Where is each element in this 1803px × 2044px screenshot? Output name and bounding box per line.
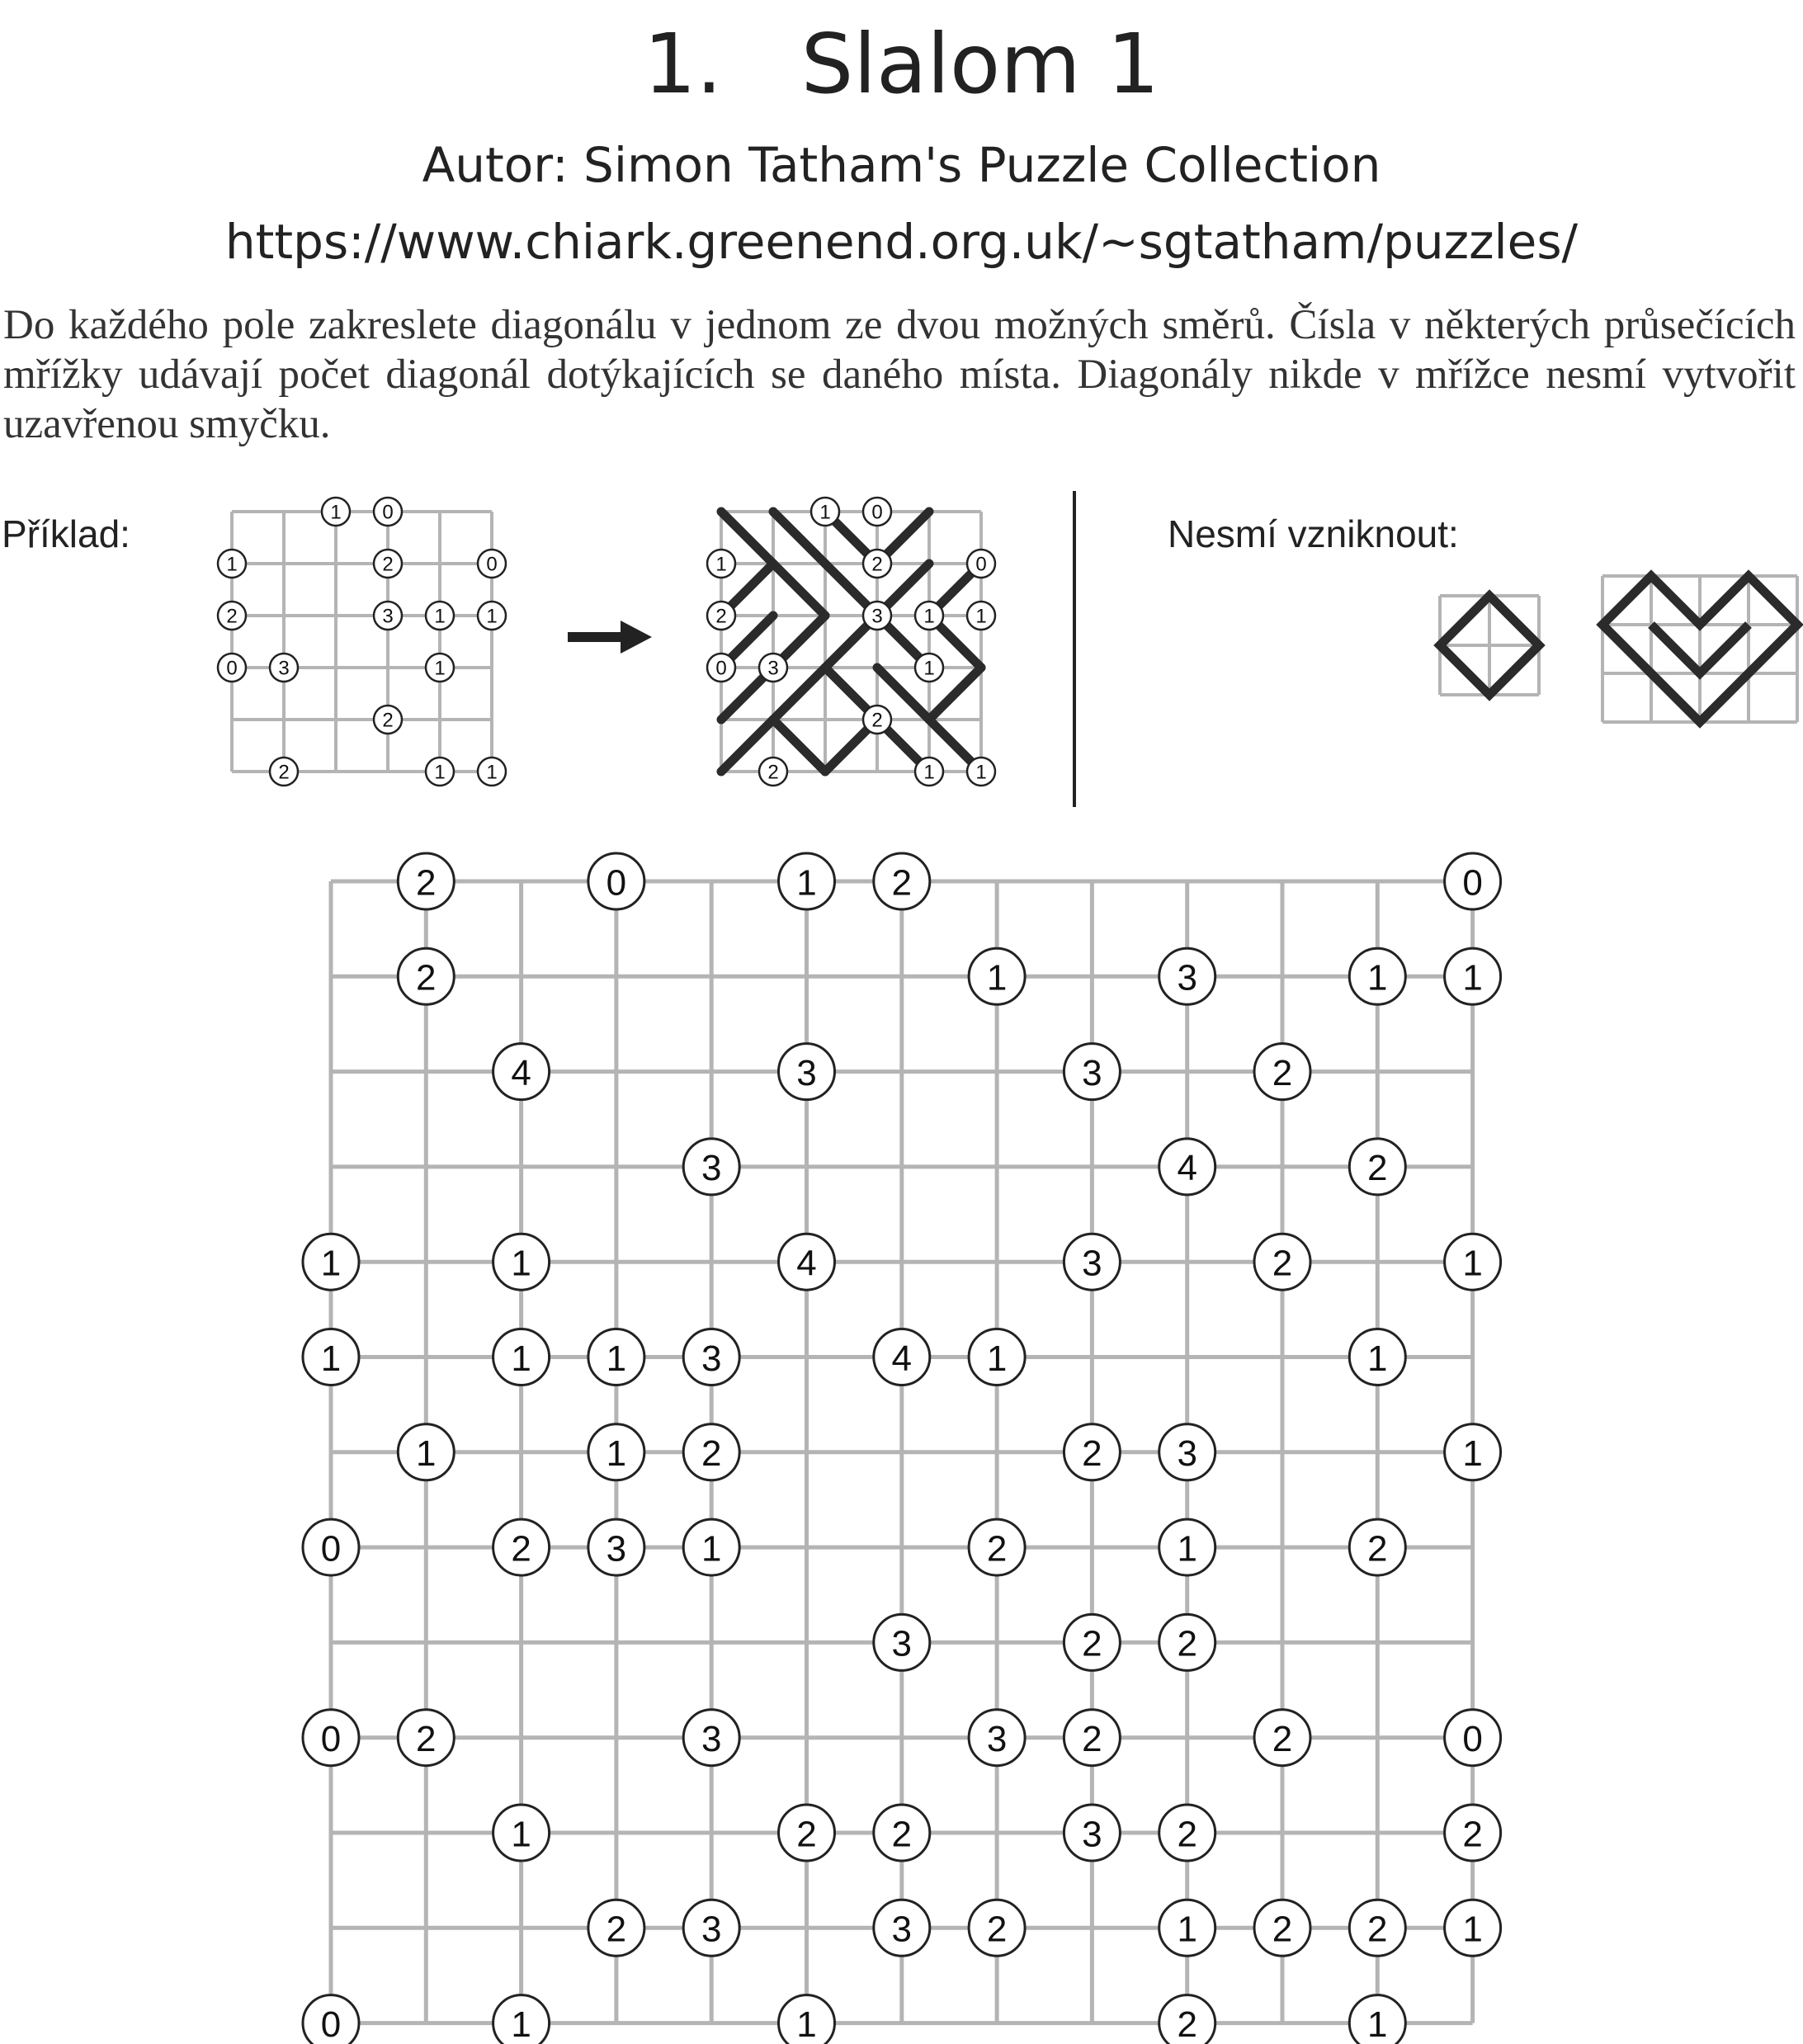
clue-number: 2 [1272,1909,1293,1950]
clue-number: 4 [796,1243,817,1284]
clue-7-9 [1159,1519,1215,1575]
clue-number: 1 [796,862,817,904]
clue-number: 1 [1367,957,1388,998]
clue-number: 2 [986,1528,1008,1570]
clue-5-7 [969,1329,1025,1385]
clue-number: 1 [923,605,935,628]
clue-number: 1 [486,761,498,784]
forbidden-loop-small [1440,596,1539,695]
clue-9-0 [303,1710,359,1766]
clue-number: 1 [226,553,238,576]
clue-2-3 [863,602,891,630]
clue-4-5 [779,1234,835,1290]
clue-number: 2 [382,553,394,576]
clue-4-3 [374,706,402,734]
clue-number: 2 [1082,1433,1102,1475]
clue-number: 1 [511,1814,531,1855]
clue-5-4 [683,1329,739,1385]
clue-number: 4 [511,1052,531,1093]
clue-number: 3 [382,605,394,628]
clue-number: 1 [606,1338,627,1379]
clue-5-3 [588,1329,644,1385]
clue-9-12 [1445,1710,1501,1766]
clue-number: 3 [1177,1433,1197,1475]
clue-4-12 [1445,1234,1501,1290]
clue-2-2 [493,1044,550,1100]
clue-number: 4 [1177,1148,1197,1189]
clue-6-9 [1159,1424,1215,1480]
clue-3-0 [707,654,735,682]
clue-11-12 [1445,1900,1501,1956]
clue-10-6 [874,1805,930,1861]
clue-9-7 [969,1710,1025,1766]
clue-number: 0 [486,553,498,576]
clue-2-0 [218,602,246,630]
clue-number: 3 [606,1528,627,1570]
clue-number: 1 [923,657,935,680]
clue-number: 2 [1177,1623,1197,1664]
clue-number: 1 [986,957,1008,998]
clue-number: 3 [701,1718,722,1759]
clue-10-5 [779,1805,835,1861]
clue-7-3 [588,1519,644,1575]
clue-number: 2 [1367,1148,1388,1189]
clue-number: 3 [1177,957,1197,998]
clue-12-9 [1159,1995,1215,2044]
clue-11-6 [874,1900,930,1956]
right-arrow-icon [568,621,652,654]
clue-number: 0 [320,1528,342,1570]
clue-number: 2 [1367,1528,1388,1570]
clue-1-3 [863,550,891,578]
clue-number: 2 [891,862,913,904]
clue-number: 1 [1367,2004,1388,2044]
clue-12-5 [779,1995,835,2044]
clue-number: 1 [416,1433,437,1475]
clue-number: 0 [975,553,987,576]
clue-number: 0 [606,862,627,904]
clue-4-2 [493,1234,550,1290]
clue-0-2 [811,498,839,526]
clue-5-5 [967,758,995,786]
clue-number: 1 [701,1528,722,1570]
clue-2-4 [915,602,943,630]
clue-number: 1 [511,1338,531,1379]
clue-number: 2 [1272,1718,1293,1759]
clue-10-9 [1159,1805,1215,1861]
clue-number: 2 [767,761,779,784]
clue-number: 1 [606,1433,627,1475]
clue-6-8 [1064,1424,1120,1480]
clue-1-5 [967,550,995,578]
clue-3-4 [426,654,454,682]
clue-number: 1 [511,2004,531,2044]
clue-5-4 [426,758,454,786]
clue-number: 0 [715,657,727,680]
clue-number: 1 [320,1243,342,1284]
clue-11-4 [683,1900,739,1956]
clue-1-11 [1349,948,1405,1004]
clue-number: 2 [1082,1718,1102,1759]
clue-number: 2 [416,1718,437,1759]
clue-3-9 [1159,1139,1215,1195]
clue-number: 2 [871,709,883,732]
clue-5-6 [874,1329,930,1385]
clue-6-1 [398,1424,454,1480]
clue-12-11 [1349,1995,1405,2044]
clue-7-0 [303,1519,359,1575]
clue-7-7 [969,1519,1025,1575]
clue-number: 2 [1272,1243,1293,1284]
clue-1-0 [707,550,735,578]
clue-1-1 [398,948,454,1004]
forbidden-label: Nesmí vzniknout: [1168,512,1459,555]
clue-1-9 [1159,948,1215,1004]
clue-7-11 [1349,1519,1405,1575]
clue-number: 3 [767,657,779,680]
clue-3-0 [218,654,246,682]
clue-number: 1 [1367,1338,1388,1379]
main-puzzle-grid[interactable] [303,853,1501,2044]
clue-number: 3 [701,1148,722,1189]
clue-2-5 [967,602,995,630]
clue-number: 1 [975,605,987,628]
clue-0-3 [588,853,644,909]
clue-number: 1 [975,761,987,784]
clue-5-0 [303,1329,359,1385]
puzzle-number: 1. [643,16,723,112]
solution-diagonal [773,564,825,616]
clue-2-0 [707,602,735,630]
clue-5-5 [478,758,506,786]
clue-number: 4 [891,1338,913,1379]
clue-1-3 [374,550,402,578]
clue-11-11 [1349,1900,1405,1956]
clue-11-3 [588,1900,644,1956]
clue-3-4 [683,1139,739,1195]
clue-2-3 [374,602,402,630]
clue-3-4 [915,654,943,682]
clue-8-8 [1064,1614,1120,1670]
clue-12-2 [493,1995,550,2044]
clue-number: 1 [1177,1528,1197,1570]
clue-2-10 [1254,1044,1310,1100]
clue-1-5 [478,550,506,578]
clue-6-12 [1445,1424,1501,1480]
clue-number: 0 [1462,862,1483,904]
clue-2-4 [426,602,454,630]
clue-7-2 [493,1519,550,1575]
clue-0-12 [1445,853,1501,909]
clue-2-5 [779,1044,835,1100]
clue-number: 2 [1177,2004,1197,2044]
clue-number: 1 [320,1338,342,1379]
clue-number: 3 [891,1909,913,1950]
clue-number: 2 [416,862,437,904]
clue-number: 2 [1082,1623,1102,1664]
clue-number: 3 [1082,1052,1102,1093]
clue-number: 2 [278,761,290,784]
clue-number: 1 [986,1338,1008,1379]
clue-4-0 [303,1234,359,1290]
clue-5-11 [1349,1329,1405,1385]
clue-6-3 [588,1424,644,1480]
clue-number: 2 [416,957,437,998]
clue-number: 2 [1177,1814,1197,1855]
example-solution-grid [707,498,995,786]
clue-number: 2 [891,1814,913,1855]
clue-number: 1 [486,605,498,628]
clue-5-1 [270,758,298,786]
clue-number: 1 [715,553,727,576]
clue-number: 2 [871,553,883,576]
forbidden-loop-large [1602,576,1797,722]
clue-number: 1 [434,761,446,784]
example-label: Příklad: [2,512,130,555]
clue-0-6 [874,853,930,909]
clue-0-5 [779,853,835,909]
clue-number: 0 [1462,1718,1483,1759]
clue-number: 2 [796,1814,817,1855]
source-url: https://www.chiark.greenend.org.uk/~sgtatham/puzzles/ [224,214,1579,270]
clue-10-8 [1064,1805,1120,1861]
clue-number: 2 [1462,1814,1483,1855]
clue-3-1 [270,654,298,682]
clue-number: 1 [434,605,446,628]
clue-number: 1 [796,2004,817,2044]
clue-number: 1 [434,657,446,680]
clue-number: 1 [1177,1909,1197,1950]
clue-4-10 [1254,1234,1310,1290]
clue-number: 1 [1462,957,1483,998]
clue-4-8 [1064,1234,1120,1290]
clue-1-0 [218,550,246,578]
clue-8-9 [1159,1614,1215,1670]
clue-11-10 [1254,1900,1310,1956]
author-line: Autor: Simon Tatham's Puzzle Collection [422,137,1381,193]
clue-5-4 [915,758,943,786]
clue-number: 3 [1082,1243,1102,1284]
clue-number: 0 [226,657,238,680]
clue-number: 0 [320,2004,342,2044]
clue-number: 1 [511,1243,531,1284]
clue-9-4 [683,1710,739,1766]
clue-11-9 [1159,1900,1215,1956]
clue-number: 3 [871,605,883,628]
clue-9-8 [1064,1710,1120,1766]
clue-number: 0 [382,501,394,524]
clue-5-1 [759,758,787,786]
clue-10-12 [1445,1805,1501,1861]
clue-number: 3 [701,1338,722,1379]
clue-number: 2 [511,1528,531,1570]
clue-number: 2 [1367,1909,1388,1950]
clue-4-3 [863,706,891,734]
clue-2-8 [1064,1044,1120,1100]
arrow-head [621,621,652,654]
clue-number: 1 [1462,1909,1483,1950]
clue-number: 3 [796,1052,817,1093]
clue-3-11 [1349,1139,1405,1195]
clue-number: 1 [330,501,342,524]
clue-11-7 [969,1900,1025,1956]
clue-number: 2 [701,1433,722,1475]
clue-number: 3 [986,1718,1008,1759]
clue-number: 3 [891,1623,913,1664]
clue-number: 1 [923,761,935,784]
clue-number: 3 [701,1909,722,1950]
clue-3-1 [759,654,787,682]
clue-0-2 [322,498,350,526]
clue-9-10 [1254,1710,1310,1766]
clue-0-3 [863,498,891,526]
clue-number: 2 [382,709,394,732]
instructions-text: Do každého pole zakreslete diagonálu v jednom ze dvou možných směrů. Čísla v některých průsečících mřížky udávají počet diagonál dotýkajících se daného místa. Diagonály nikde v mřížce nesmí vytvořit uzavřenou smyčku. [3,302,1796,447]
clue-10-2 [493,1805,550,1861]
clue-number: 2 [226,605,238,628]
example-puzzle-grid [218,498,506,786]
clue-number: 3 [278,657,290,680]
clue-2-5 [478,602,506,630]
puzzle-name: Slalom 1 [800,16,1160,112]
clue-0-3 [374,498,402,526]
clue-6-4 [683,1424,739,1480]
clue-number: 2 [986,1909,1008,1950]
clue-5-2 [493,1329,550,1385]
clue-number: 1 [1462,1243,1483,1284]
clue-12-0 [303,1995,359,2044]
clue-number: 2 [1272,1052,1293,1093]
clue-number: 2 [715,605,727,628]
clue-number: 1 [1462,1433,1483,1475]
clue-9-1 [398,1710,454,1766]
clue-0-1 [398,853,454,909]
clue-number: 3 [1082,1814,1102,1855]
clue-8-6 [874,1614,930,1670]
clue-number: 1 [819,501,831,524]
clue-1-12 [1445,948,1501,1004]
clue-number: 0 [320,1718,342,1759]
clue-7-4 [683,1519,739,1575]
clue-number: 2 [606,1909,627,1950]
clue-number: 0 [871,501,883,524]
clue-1-7 [969,948,1025,1004]
